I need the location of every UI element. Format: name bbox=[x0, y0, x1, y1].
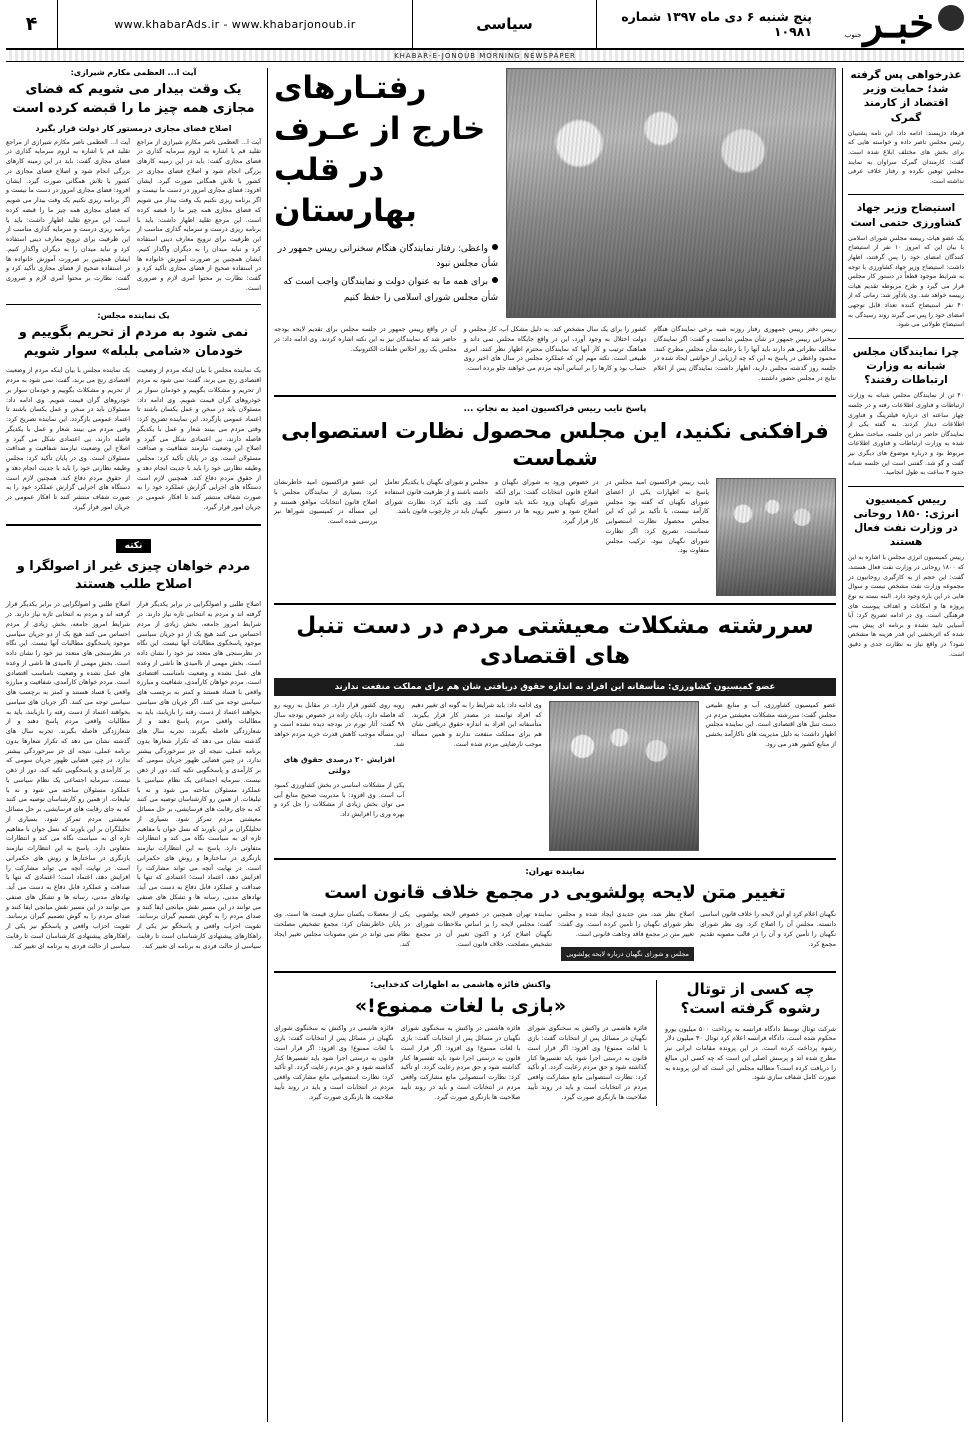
logo-subtitle: جنوب bbox=[844, 31, 862, 39]
story-col-4: یکی از معضلات یکسان سازی قیمت ها است. وی در پایان خاطرنشان کرد: مجمع تشخیص مصلحت نظام نمی تواند در متن مصوبات مجلس تغییر ایجاد کند. bbox=[274, 911, 410, 948]
story-kicker: واکنش فائزه هاشمی به اظهارات کدخدایی: bbox=[370, 979, 551, 990]
story-col-1: عضو کمیسیون کشاورزی، آب و منابع طبیعی مجلس گفت: سررشته مشکلات معیشتی مردم در دست تنبل های اقتصادی است. این نماینده مجلس اظهار داشت: به دلیل مدیریت های ناکارآمد بخشی از منابع کشور هدر می رود. bbox=[705, 701, 836, 748]
story-col-2: اصلاح نظر شد، متن جدیدی ایجاد شده و مجلس نظر شورای نگهبان را تأمین کرده است. وی گفت: تغییر متن در مجمع فاقد وجاهت قانونی است. bbox=[558, 911, 694, 938]
item-kicker: آیت ا... العظمی مکارم شیرازی: bbox=[70, 68, 197, 77]
divider bbox=[274, 395, 836, 397]
story-col-3: مجلس و شورای نگهبان با یکدیگر تعامل داشته باشند و از ظرفیت قانون استفاده کنند. وی تأکید کرد: نظارت شورای نگهبان باید در چارچوب قانون باشد. bbox=[384, 479, 488, 516]
lead-bullet-2: برای همه ما به عنوان دولت و نمایندگان واجب است که شأن مجلس شورای اسلامی را حفظ کنیم bbox=[283, 277, 498, 303]
lead-body bbox=[274, 325, 836, 388]
brief-title: چرا نمایندگان مجلس شبانه به وزارت ارتباطات رفتند؟ bbox=[852, 345, 960, 387]
story-headline: «بازی با لغات ممنوع!» bbox=[354, 994, 567, 1017]
divider bbox=[848, 486, 964, 487]
story-body: شرکت توتال توسط دادگاه فرانسه به پرداخت ۵۰۰ میلیون یورو محکوم شده است. دادگاه فرانسه اعلام کرد توتال ۳۰ میلیون دلار رشوه پرداخت کرده است. در این پرونده مقامات ایرانی نیز مطرح شده اند و پرسش اصلی این است که چه کسی این مبالغ را دریافت کرده است؟ مطالبه مجلس این است که این پرونده به صورت کامل شفاف سازی شود. bbox=[665, 1025, 836, 1082]
lead-col-3: آن در واقع رییس جمهور در جلسه مجلس برای تقدیم لایحه بودجه حاضر شد که نمایندگان نیز به این نکته اشاره کردند. وی ادامه داد: در مجلس یک روز اجلاس طبقات الکترونیک. bbox=[273, 326, 457, 353]
sidebar-brief-2 bbox=[848, 201, 964, 329]
section-title: سیاسی bbox=[412, 0, 597, 48]
story-photo bbox=[716, 478, 836, 596]
story-subhead: افزایش ۲۰ درصدی حقوق های دولتی bbox=[283, 754, 395, 776]
sidebar-brief-1 bbox=[848, 68, 964, 186]
note-tag: نکته bbox=[116, 539, 152, 553]
item-body-col1: یک نماینده مجلس با بیان اینکه مردم از وضعیت اقتصادی رنج می برند، گفت: نمی شود به مردم از تحریم و مشکلات بگوییم و خودمان سوار بر خودروهای گران قیمت شویم. وی ادامه داد: مسئولان باید در سخن و عمل یکسان باشند تا اعتماد عمومی بازگردد. این نماینده تصریح کرد: وقتی مردم می بینند شعار و عمل با یکدیگر فاصله دارند، بی اعتمادی شکل می گیرد و اصلاح این وضعیت نیازمند شفافیت و صداقت مسئولان است. وی در پایان تأکید کرد: مجلس وظیفه نظارتی خود را باید با جدیت انجام دهد و از حقوق مردم دفاع کند. همچنین لازم است دستگاه های اجرایی گزارش عملکرد خود را به صورت شفاف منتشر کنند تا افکار عمومی در جریان امور قرار گیرد. bbox=[137, 367, 261, 511]
brief-title: رییس کمیسیون انرژی: ۱۸۵۰ روحانی در وزارت نفت فعال هستند bbox=[853, 493, 959, 549]
bullet-dot-icon bbox=[492, 244, 498, 250]
lead-photo bbox=[506, 68, 836, 318]
item-body-col2: آیت ا... العظمی ناصر مکارم شیرازی از مراجع تقلید قم با اشاره به لزوم سرمایه گذاری در فضای مجازی گفت: باید در این زمینه کارهای بزرگی انجام شود و اصلاح فضای مجازی در کشور با تلاش همگانی صورت گیرد. ایشان افزود: فضای مجازی امروز در دست ما نیست و اگر برنامه ریزی نکنیم یک وقت بیدار می شویم که فضای مجازی همه چیز ما را قبضه کرده است. این مرجع تقلید اظهار داشت: باید با برنامه ریزی درست و سرمایه گذاری مناسب از این ظرفیت برای ترویج معارف دینی استفاده کرد و نباید میدان را به دیگران واگذار کنیم. ایشان همچنین بر ضرورت آموزش خانواده ها در استفاده صحیح از فضای مجازی تأکید کرد و گفت: نظارت بر محتوا امری لازم و ضروری است. bbox=[6, 138, 130, 292]
story-col-4: این عضو فراکسیون امید خاطرنشان کرد: بسیاری از نمایندگان مجلس با اصلاح قانون انتخابات موافق هستند و این مسأله در کمیسیون شوراها نیز بررسی شده است. bbox=[274, 479, 378, 526]
story-headline: فرافکنی نکنید، این مجلس محصول نظارت استصوابی شماست bbox=[281, 418, 829, 470]
divider bbox=[274, 603, 836, 605]
sidebar-brief-3 bbox=[848, 345, 964, 478]
sidebar-brief-4 bbox=[848, 493, 964, 659]
story-body: فائزه هاشمی در واکنش به سخنگوی شورای نگهبان در مسائل پس از انتخابات گفت: بازی با لغات ممنوع! وی افزود: اگر قرار است قانون به درستی اجرا شود باید تفسیرها کنار گذاشته شود و حق مردم رعایت گردد. او تأکید کرد: نظارت استصوابی مانع مشارکت واقعی مردم در انتخابات است و باید در روند تأیید صلاحیت ها بازنگری صورت گیرد. bbox=[527, 1025, 647, 1101]
item-body-col1: اصلاح طلبی و اصولگرایی در برابر یکدیگر قرار گرفته اند و مردم به انتخابی تازه نیاز دارند. در شرایط امروز جامعه، بخش زیادی از مردم احساس می کنند هیچ یک از دو جریان سیاسی موجود پاسخگوی مطالبات آنها نیست. این نگاه در نظرسنجی های متعدد نیز خود را نشان داده است. بخش مهمی از ناامیدی ها ناشی از وعده های عمل نشده و وضعیت نامناسب اقتصادی است. مردم خواهان کارآمدی، شفافیت و مبارزه واقعی با فساد هستند و کمتر به برچسب های سیاسی توجه می کنند. اگر جریان های سیاسی بخواهند اعتماد از دست رفته را بازیابند، باید به مطالبات واقعی مردم پاسخ دهند و از شعارزدگی فاصله بگیرند. تجربه سال های گذشته نشان می دهد که تکرار شعارها بدون برنامه عملی، نتیجه ای جز سرخوردگی بیشتر ندارد. در چنین فضایی ظهور جریان سومی که بر کارآمدی و پاسخگویی تکیه کند، دور از ذهن نیست. سرمایه اجتماعی یک نظام سیاسی با عملکرد مسئولان ساخته می شود و نه با تبلیغات. از همین رو کارشناسان توصیه می کنند که به جای رقابت های فرسایشی، بر حل مسائل معیشتی مردم تمرکز شود. بسیاری از تحلیلگران بر این باورند که نسل جوان با مفاهیم تازه ای به سیاست نگاه می کند و انتظارات متفاوتی دارد. پاسخ به این انتظارات نیازمند بازنگری در ساختارها و روش های حکمرانی است. در نهایت آنچه می تواند مشارکت را افزایش دهد، اعتماد است؛ اعتمادی که تنها با صداقت و عملکرد قابل دفاع به دست می آید. نهادهای مدنی، رسانه ها و تشکل های صنفی می توانند در این مسیر نقش میانجی ایفا کنند و صدای مردم را به گوش تصمیم گیران برسانند. تقویت احزاب واقعی و پاسخگو نیز یکی از راهکارهای پیشنهادی کارشناسان است تا رقابت سیاسی از حالت فردی به برنامه ای تغییر کند. bbox=[137, 601, 261, 950]
brief-title: عذرخواهی پس گرفته شد؛ حمایت وزیر اقتصاد از کارمند گمرک bbox=[850, 69, 962, 124]
story-headline: چه کسی از توتال رشوه گرفته است؟ bbox=[680, 979, 821, 1018]
newspaper-logo bbox=[812, 0, 964, 48]
issue-line: پنج شنبه ۶ دی ماه ۱۳۹۷ شماره ۱۰۹۸۱ bbox=[621, 9, 812, 39]
story-caption-bar: عضو کمیسیون کشاورزی: متأسفانه این افراد به اندازه حقوق دریافتی شان هم برای مملکت منفعت ندارند bbox=[274, 678, 836, 696]
story-col-4: یکی از مشکلات اساسی در بخش کشاورزی کمبود آب است. وی افزود: با مدیریت صحیح منابع آبی می توان بخش زیادی از مشکلات را حل کرد و بهره وری را افزایش داد. bbox=[274, 781, 405, 819]
item-title: مردم خواهان چیزی غیر از اصولگرا و اصلاح طلب هستند bbox=[16, 558, 251, 593]
lead-col-1: رییس دفتر رییس جمهوری رفتار روزنه شبه برخی نمایندگان هنگام سخنرانی رییس جمهور در شأن مجلس ندانست و گفت: اگر نمایندگان مخالف نظراتی هم دارند باید آنها را با رعایت شأن مجلس مطرح کنند. محمود واعظی در پاسخ به این که چه ارزیابی از حواشی ایجاد شده در جلسه روز گذشته مجلس دارید، اظهار داشت: نمایندگان پس از اعلام نتایج در مجلس حضور داشتند. bbox=[653, 326, 836, 382]
divider bbox=[6, 524, 261, 526]
lead-headline-line1: رفتـارهای bbox=[274, 70, 427, 106]
brief-body: فرهاد دژپسند: ادامه داد: این نامه پشتیبان رئیس مجلس ناصر داده و خواسته هایی که برای بخش های مختلف ابلاغ شده است. گفت: کارمندان گمرک سراوان به نمایند مجلس توهین نکرده و رفتار خلاف عرفی نداشته است. bbox=[848, 129, 964, 185]
left-sidebar bbox=[842, 68, 964, 1422]
page-number: ۴ bbox=[6, 0, 58, 48]
main-content bbox=[274, 68, 836, 1422]
brief-body: ۴۰ تن از نمایندگان مجلس شبانه به وزارت ارتباطات و فناوری اطلاعات رفته و در جلسه چهار ساعته ای درباره فیلترینگ و فناوری اطلاعات دیدار کردند. به گفته یکی از نمایندگان حاضر در این جلسه، مباحث مطرح شده به وزارت ارتباطات و فناوری اطلاعات مربوط بود و درباره موضوع های دیگری نیز گفت و گو شد. گفتنی است این جلسه شبانه حدود ۳ ساعت به طول انجامید. bbox=[848, 392, 964, 477]
right-item-2 bbox=[6, 311, 261, 517]
story-col-2: وی ادامه داد: باید شرایط را به گونه ای تغییر دهیم که افراد توانمند در مصدر کار قرار بگیرند. متأسفانه این افراد به اندازه حقوق دریافتی شان هم برای مملکت منفعت ندارند و همین مسأله موجب نارضایتی مردم شده است. bbox=[411, 701, 542, 748]
story-faezeh bbox=[274, 980, 647, 1107]
divider bbox=[274, 971, 836, 973]
lead-headline-line3: در قلب بهارستان bbox=[274, 151, 417, 229]
brief-title: استیضاح وزیر جهاد کشاورزی حتمی است bbox=[850, 202, 962, 229]
lead-headline-line2: خارج از عـرف bbox=[274, 110, 486, 147]
divider bbox=[274, 858, 836, 860]
story-headline: سررشته مشکلات معیشتی مردم در دست تنبل های اقتصادی bbox=[296, 613, 814, 669]
right-item-1 bbox=[6, 68, 261, 298]
bottom-stories bbox=[274, 980, 836, 1107]
divider bbox=[848, 194, 964, 195]
page-body bbox=[6, 62, 964, 1422]
story-col-1: نایب رییس فراکسیون امید مجلس در پاسخ به اظهارات یکی از اعضای شورای نگهبان که گفته بود مجلس کارآمد نیست، با تأکید بر این که این مجلس محصول نظارت استصوابی شماست، تصریح کرد: اگر نظارت شورای نگهبان نبود، ترکیب مجلس متفاوت بود. bbox=[605, 479, 709, 555]
lead-bullet-1: واعظی: رفتار نمایندگان هنگام سخنرانی رییس جمهور در شأن مجلس نبود bbox=[277, 243, 498, 269]
right-item-3 bbox=[6, 533, 261, 956]
story-poolshooyi bbox=[274, 867, 836, 964]
logo-text: خبـر bbox=[863, 0, 934, 47]
story-kicker: پاسخ نایب رییس فراکسیون امید به نجاتِ ... bbox=[463, 403, 647, 414]
item-title: یک وقت بیدار می شویم که فضای مجازی همه چیز ما را قبضه کرده است bbox=[12, 82, 255, 116]
bullet-dot-icon bbox=[492, 277, 498, 283]
story-kicker: نماینده تهران: bbox=[525, 866, 585, 877]
website-urls[interactable]: www.khabarAds.ir - www.khabarjonoub.ir bbox=[114, 17, 356, 31]
story-majles-nezarat bbox=[274, 404, 836, 597]
masthead bbox=[6, 0, 964, 50]
story-col-1: نگهبان اعلام کرد او این لایحه را خلاف قانون اساسی دانسته. مجلس آن را اصلاح کرد. وی نظر شورای نگهبان را تأمین کرد و آن را در قالب مصوبه تقدیم مجمع کرد. bbox=[700, 911, 836, 948]
right-sidebar bbox=[6, 68, 268, 1422]
story-col-3: روبه روی کشور قرار دارد. در مقابل به روبه رو که فاصله دارد. پایان زاده در خصوص بودجه سال ۹۸ گفت: آثار تورم در بودجه دیده نشده است و این مسأله موجب کاهش قدرت خرید مردم خواهد شد. bbox=[274, 701, 405, 748]
item-body-col1: آیت ا... العظمی ناصر مکارم شیرازی از مراجع تقلید قم با اشاره به لزوم سرمایه گذاری در فضای مجازی گفت: باید در این زمینه کارهای بزرگی انجام شود و اصلاح فضای مجازی در کشور با تلاش همگانی صورت گیرد. ایشان افزود: فضای مجازی امروز در دست ما نیست و اگر برنامه ریزی نکنیم یک وقت بیدار می شویم که فضای مجازی همه چیز ما را قبضه کرده است. این مرجع تقلید اظهار داشت: باید با برنامه ریزی درست و سرمایه گذاری مناسب از این ظرفیت برای ترویج معارف دینی استفاده کرد و نباید میدان را به دیگران واگذار کنیم. ایشان همچنین بر ضرورت آموزش خانواده ها در استفاده صحیح از فضای مجازی تأکید کرد و گفت: نظارت بر محتوا امری لازم و ضروری است. bbox=[137, 138, 261, 292]
story-body-repeat-2: فائزه هاشمی در واکنش به سخنگوی شورای نگهبان در مسائل پس از انتخابات گفت: بازی با لغات ممنوع! وی افزود: اگر قرار است قانون به درستی اجرا شود باید تفسیرها کنار گذاشته شود و حق مردم رعایت گردد. او تأکید کرد: نظارت استصوابی مانع مشارکت واقعی مردم در انتخابات است و باید در روند تأیید صلاحیت ها بازنگری صورت گیرد. bbox=[273, 1025, 394, 1101]
item-subtitle: اصلاح فضای مجازی درمستور کار دولت قرار بگیرد bbox=[35, 123, 232, 133]
item-kicker: یک نماینده مجلس: bbox=[97, 310, 170, 320]
story-col-3: نماینده تهران همچنین در خصوص لایحه پولشویی گفت: مجلس لایحه را بر اساس ملاحظات شورای نگهبان اصلاح کرد و اکنون تغییر آن در مجمع تشخیص مصلحت، خلاف قانون است. bbox=[416, 911, 552, 948]
story-eghtesadi bbox=[274, 612, 836, 851]
story-inline-label: مجلس و شورای نگهبان درباره لایحه پولشویی bbox=[561, 947, 694, 961]
item-title: نمی شود به مردم از تحریم بگوییم و خودمان «شامی بلبله» سوار شویم bbox=[18, 324, 249, 359]
latin-strip: KHABAR-E-JONOUB MORNING NEWSPAPER bbox=[6, 50, 964, 62]
story-col-2: در خصوص ورود به شورای نگهبان و اصلاح قانون انتخابات گفت: برای آنکه شورای نگهبان ورود نکند باید قانون اصلاح شود و تغییر رویه ها در دستور کار قرار گیرد. bbox=[495, 479, 599, 526]
story-photo bbox=[549, 701, 699, 851]
item-body-col2: اصلاح طلبی و اصولگرایی در برابر یکدیگر قرار گرفته اند و مردم به انتخابی تازه نیاز دارند. در شرایط امروز جامعه، بخش زیادی از مردم احساس می کنند هیچ یک از دو جریان سیاسی موجود پاسخگوی مطالبات آنها نیست. این نگاه در نظرسنجی های متعدد نیز خود را نشان داده است. بخش مهمی از ناامیدی ها ناشی از وعده های عمل نشده و وضعیت نامناسب اقتصادی است. مردم خواهان کارآمدی، شفافیت و مبارزه واقعی با فساد هستند و کمتر به برچسب های سیاسی توجه می کنند. اگر جریان های سیاسی بخواهند اعتماد از دست رفته را بازیابند، باید به مطالبات واقعی مردم پاسخ دهند و از شعارزدگی فاصله بگیرند. تجربه سال های گذشته نشان می دهد که تکرار شعارها بدون برنامه عملی، نتیجه ای جز سرخوردگی بیشتر ندارد. در چنین فضایی ظهور جریان سومی که بر کارآمدی و پاسخگویی تکیه کند، دور از ذهن نیست. سرمایه اجتماعی یک نظام سیاسی با عملکرد مسئولان ساخته می شود و نه با تبلیغات. از همین رو کارشناسان توصیه می کنند که به جای رقابت های فرسایشی، بر حل مسائل معیشتی مردم تمرکز شود. بسیاری از تحلیلگران بر این باورند که نسل جوان با مفاهیم تازه ای به سیاست نگاه می کند و انتظارات متفاوتی دارد. پاسخ به این انتظارات نیازمند بازنگری در ساختارها و روش های حکمرانی است. در نهایت آنچه می تواند مشارکت را افزایش دهد، اعتماد است؛ اعتمادی که تنها با صداقت و عملکرد قابل دفاع به دست می آید. نهادهای مدنی، رسانه ها و تشکل های صنفی می توانند در این مسیر نقش میانجی ایفا کنند و صدای مردم را به گوش تصمیم گیران برسانند. تقویت احزاب واقعی و پاسخگو نیز یکی از راهکارهای پیشنهادی کارشناسان است تا رقابت سیاسی از حالت فردی به برنامه ای تغییر کند. bbox=[6, 601, 130, 950]
divider bbox=[848, 338, 964, 339]
brief-body: یک عضو هیات رییسه مجلس شورای اسلامی با بیان این که امروز ۱۰ نفر از استیضاح کنندگان امضای خود را پس گرفتند، اظهار داشت: استیضاح وزیر جهاد کشاورزی با توجه به شرایط موجود قطعاً در دستور کار مجلس قرار می گیرد و طرح مربوطه تقدیم هیات رییسه خواهد شد. وی یادآور شد: زمانی که از ۴۰ نفر استیضاح کننده تعداد قابل توجهی امضای خود را پس می گیرند روند رسیدگی به استیضاح طولانی می شود. bbox=[847, 234, 964, 329]
story-headline: تغییر متن لایحه پولشویی در مجمع خلاف قانون است bbox=[324, 881, 786, 903]
divider bbox=[6, 304, 261, 305]
lead-story bbox=[274, 68, 836, 388]
lead-col-2: کشور را برای یک سال مشخص کند. به دلیل مشکل آب، کار مجلس و دولت اختلال به وجود آورد، این در واقع جایگاه مجلس نمی داند و هماهنگ ترتیب و کار آنها که نمایندگان محترم اظهار نظر کنند، امری طبیعی است. نکته مهم این که عملکرد مجلس در سال های اخیر روی حساب بود و کارها را بر اساس آنچه مردم می خواهند جلو برده است. bbox=[463, 326, 647, 372]
item-body-col2: یک نماینده مجلس با بیان اینکه مردم از وضعیت اقتصادی رنج می برند، گفت: نمی شود به مردم از تحریم و مشکلات بگوییم و خودمان سوار بر خودروهای گران قیمت شویم. وی ادامه داد: مسئولان باید در سخن و عمل یکسان باشند تا اعتماد عمومی بازگردد. این نماینده تصریح کرد: وقتی مردم می بینند شعار و عمل با یکدیگر فاصله دارند، بی اعتمادی شکل می گیرد و اصلاح این وضعیت نیازمند شفافیت و صداقت مسئولان است. وی در پایان تأکید کرد: مجلس وظیفه نظارتی خود را باید با جدیت انجام دهد و از حقوق مردم دفاع کند. همچنین لازم است دستگاه های اجرایی گزارش عملکرد خود را به صورت شفاف منتشر کنند تا افکار عمومی در جریان امور قرار گیرد. bbox=[6, 367, 130, 511]
brief-body: رییس کمیسیون انرژی مجلس با اشاره به این که ۱۸۰۰ روحانی در وزارت نفت فعال هستند، گفت: این حجم از به کارگیری روحانیون در مجموعه وزارت نفت مشخص نیست و سوال هایی در این باره وجود دارد. البته بسته به نوع پروژه ها و امکانات و اهداف پیوست های فرهنگی است. وی در ادامه تصریح کرد: آیا آسیایی تایید نشده و برنامه ای پیش بینی شده که اثربخشی این قدر هزینه ها مشخص شود؟ در واقع نیاز به نظارت جدی و دقیق است. bbox=[848, 554, 964, 658]
lead-bullets bbox=[274, 242, 498, 306]
story-total bbox=[656, 980, 836, 1107]
story-body-repeat: فائزه هاشمی در واکنش به سخنگوی شورای نگهبان در مسائل پس از انتخابات گفت: بازی با لغات ممنوع! وی افزود: اگر قرار است قانون به درستی اجرا شود باید تفسیرها کنار گذاشته شود و حق مردم رعایت گردد. او تأکید کرد: نظارت استصوابی مانع مشارکت واقعی مردم در انتخابات است و باید در روند تأیید صلاحیت ها بازنگری صورت گیرد. bbox=[400, 1025, 521, 1101]
seal-icon bbox=[938, 5, 964, 31]
